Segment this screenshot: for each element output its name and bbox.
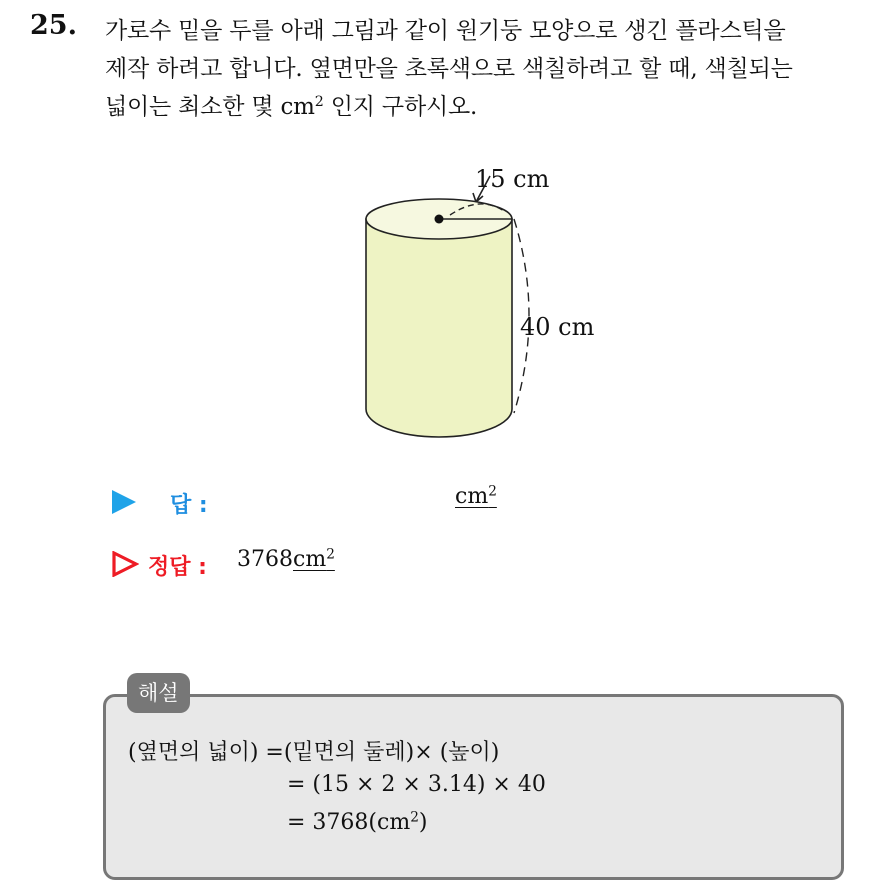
explanation-line-1: (옆면의 넓이) =(밑면의 둘레)× (높이) — [128, 740, 500, 765]
question-text-before-unit: 넓이는 최소한 몇 — [105, 94, 274, 120]
answer-label: 답 : — [170, 493, 208, 518]
correct-answer-label: 정답 : — [148, 555, 207, 580]
explanation-line-3: = $3768(cm^2)$ — [287, 809, 428, 835]
cylinder-body — [366, 219, 512, 437]
explanation-tag: 해설 — [127, 673, 190, 713]
height-label: 40 cm — [520, 313, 595, 341]
question-text-line-2: 제작 하려고 합니다. 옆면만을 초록색으로 색칠하려고 할 때, 색칠되는 — [105, 56, 793, 82]
question-text-after-unit: 인지 구하시오. — [330, 94, 478, 120]
correct-answer-value: $3768cm^2$ — [237, 546, 335, 572]
question-text-line-3 — [105, 88, 477, 121]
center-point — [435, 215, 444, 224]
cylinder-figure — [340, 155, 630, 445]
question-text-line-1: 가로수 밑을 두를 아래 그림과 같이 원기둥 모양으로 생긴 플라스틱을 — [105, 18, 786, 44]
radius-label: 15 cm — [475, 165, 550, 193]
answer-blank-unit: $cm^2$ — [455, 483, 497, 509]
question-number: 25. — [30, 10, 77, 41]
correct-answer-arrow-icon — [111, 551, 139, 577]
question-unit: $cm^2$ — [280, 94, 324, 120]
explanation-line-2: = (15 × 2 × 3.14) × 40 — [287, 772, 546, 797]
answer-arrow-icon — [112, 490, 136, 514]
